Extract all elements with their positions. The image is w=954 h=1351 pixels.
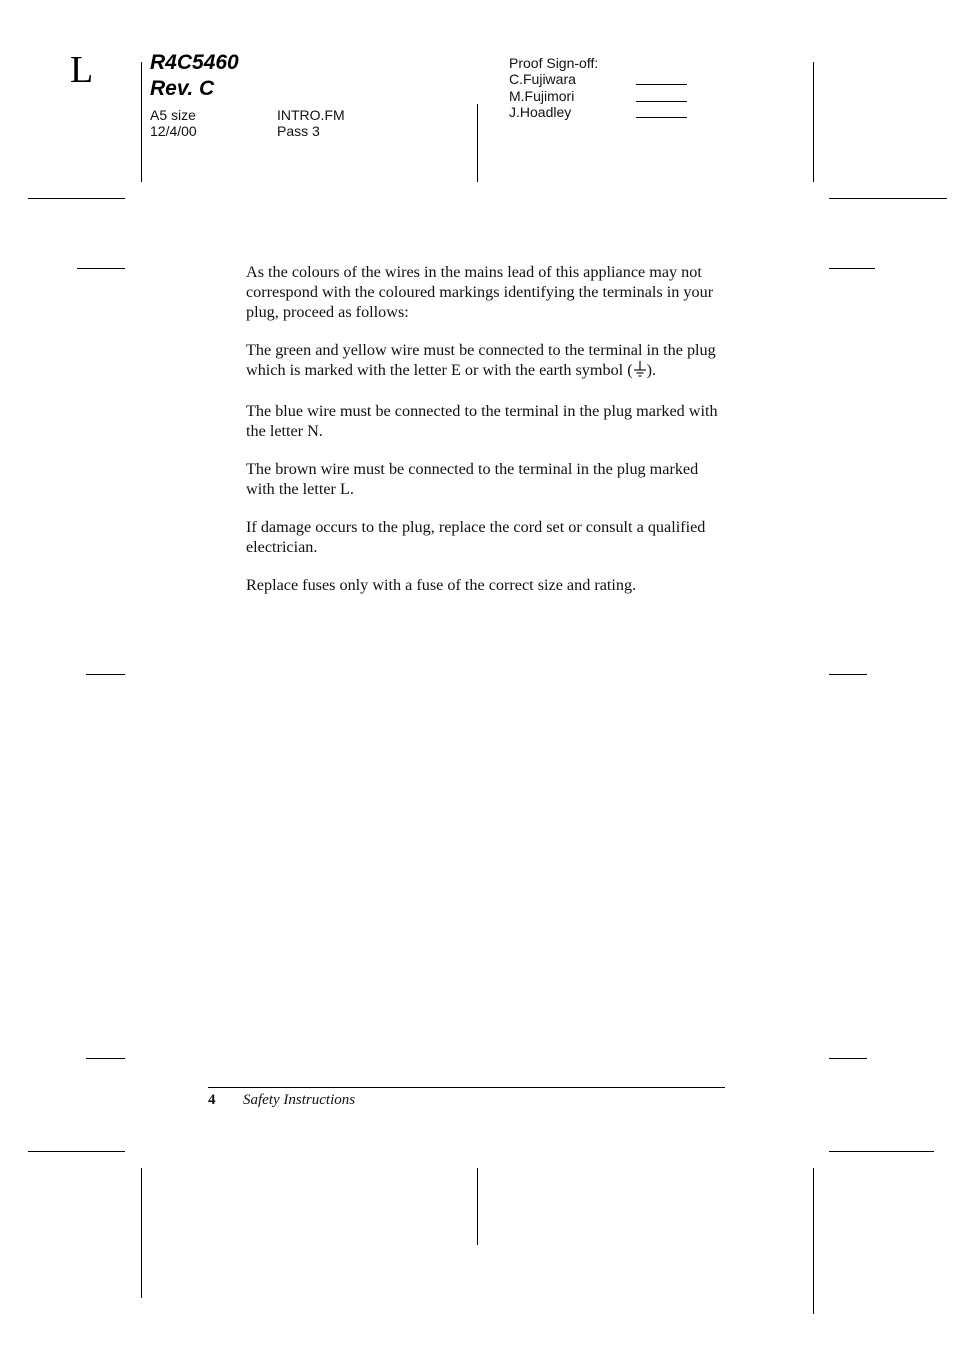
signature-line [636, 84, 687, 85]
revision-label: Rev. C [150, 77, 215, 100]
crop-mark-bottom-left-horizontal [28, 1151, 125, 1152]
size-date-block [150, 107, 197, 139]
proof-date: 12/4/00 [150, 123, 197, 139]
crop-mark-top-right-horizontal [829, 198, 947, 199]
crop-mark-bottom-right-vertical [813, 1168, 814, 1314]
paragraph-earth-wire [246, 340, 726, 383]
signoff-row [509, 87, 687, 104]
trim-mark-left-1 [77, 268, 125, 269]
trim-mark-right-1 [829, 268, 875, 269]
earth-wire-text: The green and yellow wire must be connected to the terminal in the plug which is marked with the letter E or with the earth symbol ( [246, 341, 716, 379]
body-text [246, 262, 726, 613]
trim-mark-left-2 [86, 674, 125, 675]
crop-mark-bottom-left-vertical [141, 1168, 142, 1298]
crop-mark-top-left-horizontal [28, 198, 125, 199]
trim-mark-right-3 [829, 1058, 867, 1059]
proof-signoff-block [509, 54, 687, 120]
earth-ground-icon [633, 361, 647, 383]
signoff-row [509, 71, 687, 88]
model-number: R4C5460 [150, 51, 239, 74]
proof-signoff-heading: Proof Sign-off: [509, 54, 599, 71]
file-name: INTRO.FM [277, 107, 345, 123]
crop-mark-bottom-right-horizontal [829, 1151, 934, 1152]
page-side-mark: L [70, 49, 94, 91]
pass-number: Pass 3 [277, 123, 320, 139]
file-pass-block [277, 107, 345, 139]
signoff-row [509, 104, 687, 121]
crop-mark-top-right-vertical [813, 62, 814, 182]
footer-rule [208, 1087, 725, 1088]
paragraph-plug-damage: If damage occurs to the plug, replace the cord set or consult a qualified electrician. [246, 518, 706, 556]
document-title [150, 50, 239, 102]
crop-mark-top-left-vertical [141, 62, 142, 182]
paragraph-brown-wire: The brown wire must be connected to the terminal in the plug marked with the letter L. [246, 460, 699, 498]
crop-mark-top-center-vertical [477, 104, 478, 182]
signoff-name: C.Fujiwara [509, 71, 576, 87]
trim-mark-left-3 [86, 1058, 125, 1059]
earth-wire-text-end: ). [646, 361, 657, 379]
signature-line [636, 117, 687, 118]
signature-line [636, 101, 687, 102]
crop-mark-bottom-center-vertical [477, 1168, 478, 1245]
signoff-name: M.Fujimori [509, 87, 575, 104]
signoff-name: J.Hoadley [509, 104, 572, 120]
paragraph-fuses: Replace fuses only with a fuse of the correct size and rating. [246, 576, 637, 594]
page-number: 4 [208, 1092, 216, 1108]
paper-size: A5 size [150, 107, 196, 123]
footer-section-title: Safety Instructions [243, 1092, 356, 1108]
paragraph-wire-colours: As the colours of the wires in the mains lead of this appliance may not correspond with the coloured markings identifying the terminals in your plug, proceed as follows: [246, 263, 714, 321]
paragraph-blue-wire: The blue wire must be connected to the terminal in the plug marked with the letter N. [246, 402, 718, 440]
trim-mark-right-2 [829, 674, 867, 675]
